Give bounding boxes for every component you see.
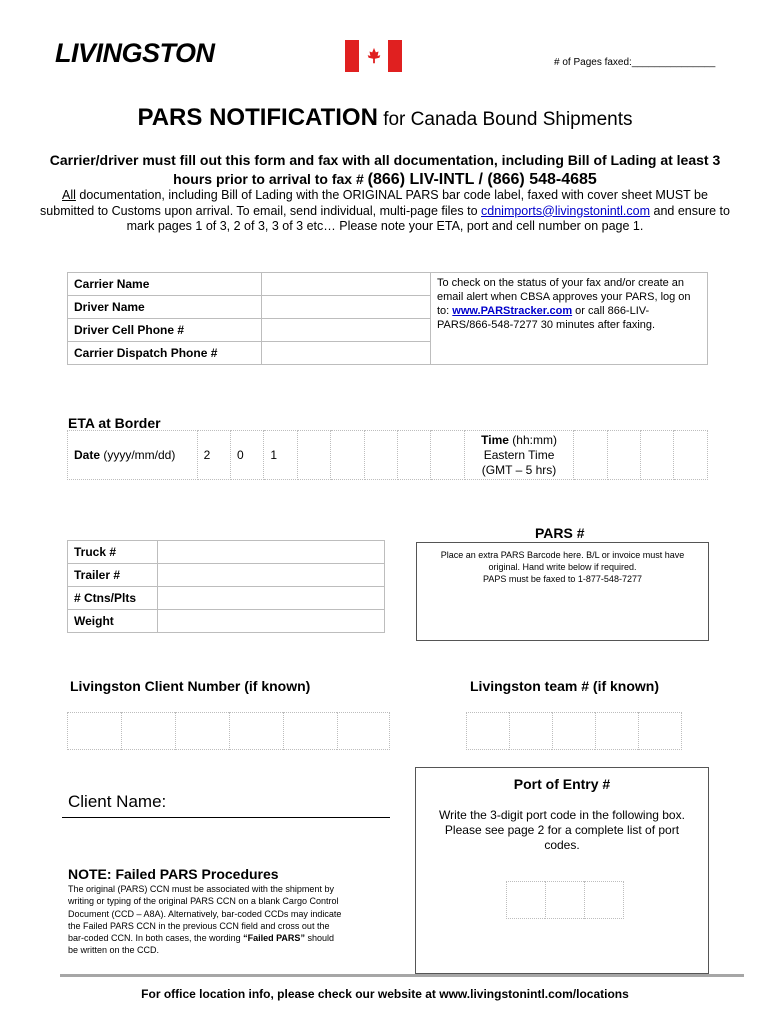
weight-label: Weight: [68, 610, 158, 633]
driver-name-label: Driver Name: [68, 296, 262, 319]
intro-details: [40, 188, 730, 235]
client-number-digit[interactable]: [283, 712, 337, 750]
company-logo: LIVINGSTON: [55, 38, 215, 68]
intro-body-1: documentation, including Bill of Lading with the ORIGINAL PARS bar code label, faxed with cover sheet MUST be submitted to Customs upon arrival. To email, send individual, multi-page files to: [40, 188, 708, 218]
parstracker-link[interactable]: www.PARStracker.com: [452, 305, 573, 317]
port-code-digit[interactable]: [545, 881, 584, 919]
date-digit[interactable]: 0: [231, 431, 264, 480]
failed-pars-heading: NOTE: Failed PARS Procedures: [68, 866, 279, 882]
canada-flag-icon: [345, 40, 402, 72]
client-number-boxes: [67, 712, 390, 750]
driver-name-field[interactable]: [262, 296, 431, 319]
pars-barcode-box[interactable]: [416, 542, 709, 641]
team-number-digit[interactable]: [552, 712, 595, 750]
pars-heading: PARS #: [535, 525, 585, 541]
pars-instruction: Place an extra PARS Barcode here. B/L or invoice must have original. Hand write below if required.: [440, 550, 685, 572]
date-label-bold: Date: [74, 448, 101, 462]
truck-field[interactable]: [158, 541, 385, 564]
date-digit[interactable]: [297, 431, 330, 480]
time-digit[interactable]: [574, 431, 607, 480]
client-number-digit[interactable]: [67, 712, 121, 750]
footer-divider: [60, 974, 744, 977]
date-digit[interactable]: 2: [197, 431, 230, 480]
intro-body-2: and ensure to mark pages 1 of 3, 2 of 3, 3 of 3 etc… Please note your ETA, port and cell number on page 1.: [126, 203, 730, 233]
time-digit[interactable]: [641, 431, 674, 480]
paps-instruction: PAPS must be faxed to 1-877-548-7277: [483, 574, 642, 584]
cartons-field[interactable]: [158, 587, 385, 610]
team-number-digit[interactable]: [466, 712, 509, 750]
intro-line: Carrier/driver must fill out this form and fax with all documentation, including Bill of Lading at least 3 hours prior to arrival to fax #: [49, 152, 721, 187]
dispatch-phone-field[interactable]: [262, 342, 431, 365]
shipment-table: [67, 540, 385, 633]
note-body-b: should be written on the CCD.: [68, 933, 334, 956]
time-digit[interactable]: [674, 431, 708, 480]
failed-pars-text: [68, 883, 343, 957]
email-link[interactable]: cdnimports@livingstonintl.com: [481, 203, 651, 218]
time-digit[interactable]: [607, 431, 640, 480]
trailer-field[interactable]: [158, 564, 385, 587]
client-number-digit[interactable]: [121, 712, 175, 750]
title-bold: PARS NOTIFICATION: [137, 104, 378, 131]
date-digit[interactable]: 1: [264, 431, 297, 480]
carrier-name-label: Carrier Name: [68, 273, 262, 296]
client-number-digit[interactable]: [229, 712, 283, 750]
client-number-digit[interactable]: [175, 712, 229, 750]
note-body-a: The original (PARS) CCN must be associated with the shipment by writing or typing of the original PARS CCN on a blank Cargo Control Document (CCD – A8A). Alternatively, bar-coded CCDs may indicate the Failed PARS CCN in the previous CCN field and cross out the bar-coded CCN. In both cases, the wording: [68, 884, 342, 944]
dispatch-phone-label: Carrier Dispatch Phone #: [68, 342, 262, 365]
date-digit[interactable]: [364, 431, 397, 480]
port-code-digit[interactable]: [584, 881, 624, 919]
truck-label: Truck #: [68, 541, 158, 564]
client-number-heading: Livingston Client Number (if known): [70, 678, 311, 694]
cartons-label: # Ctns/Plts: [68, 587, 158, 610]
pages-faxed-field[interactable]: # of Pages faxed:_______________: [554, 57, 716, 68]
port-heading: Port of Entry #: [513, 776, 611, 792]
port-of-entry-box: [415, 767, 709, 974]
port-code-boxes: [506, 881, 624, 919]
port-code-digit[interactable]: [506, 881, 545, 919]
eta-table: [67, 430, 708, 480]
time-gmt: (GMT – 5 hrs): [481, 462, 557, 477]
client-name-field[interactable]: [62, 817, 390, 818]
team-number-digit[interactable]: [638, 712, 682, 750]
date-format: (yyyy/mm/dd): [100, 448, 176, 462]
carrier-info-table: [67, 272, 708, 365]
intro-instruction: [40, 151, 730, 189]
driver-cell-field[interactable]: [262, 319, 431, 342]
note-bold: “Failed PARS”: [243, 933, 305, 944]
time-zone: Eastern Time: [483, 447, 555, 462]
pars-tracker-note: [431, 273, 708, 365]
time-label-bold: Time: [481, 432, 509, 447]
note-text-a: To check on the status of your fax and/or create an email alert when CBSA approves your PARS, log on to:: [437, 277, 691, 317]
team-number-digit[interactable]: [595, 712, 638, 750]
fax-number: (866) LIV-INTL / (866) 548-4685: [367, 171, 597, 188]
team-number-boxes: [466, 712, 682, 750]
eta-heading: ETA at Border: [68, 415, 161, 431]
date-digit[interactable]: [398, 431, 431, 480]
trailer-label: Trailer #: [68, 564, 158, 587]
time-label: [464, 431, 573, 480]
client-number-digit[interactable]: [337, 712, 390, 750]
date-digit[interactable]: [331, 431, 364, 480]
intro-all: All: [62, 188, 76, 202]
port-instructions: Write the 3-digit port code in the following box. Please see page 2 for a complete list of port codes.: [439, 808, 685, 852]
client-name-label: Client Name:: [68, 792, 167, 811]
note-text-b: or call 866-LIV-PARS/866-548-7277 30 minutes after faxing.: [437, 305, 656, 331]
date-label: [68, 431, 198, 480]
title-rest: for Canada Bound Shipments: [377, 109, 633, 130]
time-format: (hh:mm): [508, 432, 557, 447]
carrier-name-field[interactable]: [262, 273, 431, 296]
footer-text: For office location info, please check our website at www.livingstonintl.com/locations: [141, 987, 629, 1001]
page-title: [0, 104, 770, 132]
team-number-digit[interactable]: [509, 712, 552, 750]
weight-field[interactable]: [158, 610, 385, 633]
team-number-heading: Livingston team # (if known): [470, 678, 660, 694]
date-digit[interactable]: [431, 431, 464, 480]
driver-cell-label: Driver Cell Phone #: [68, 319, 262, 342]
